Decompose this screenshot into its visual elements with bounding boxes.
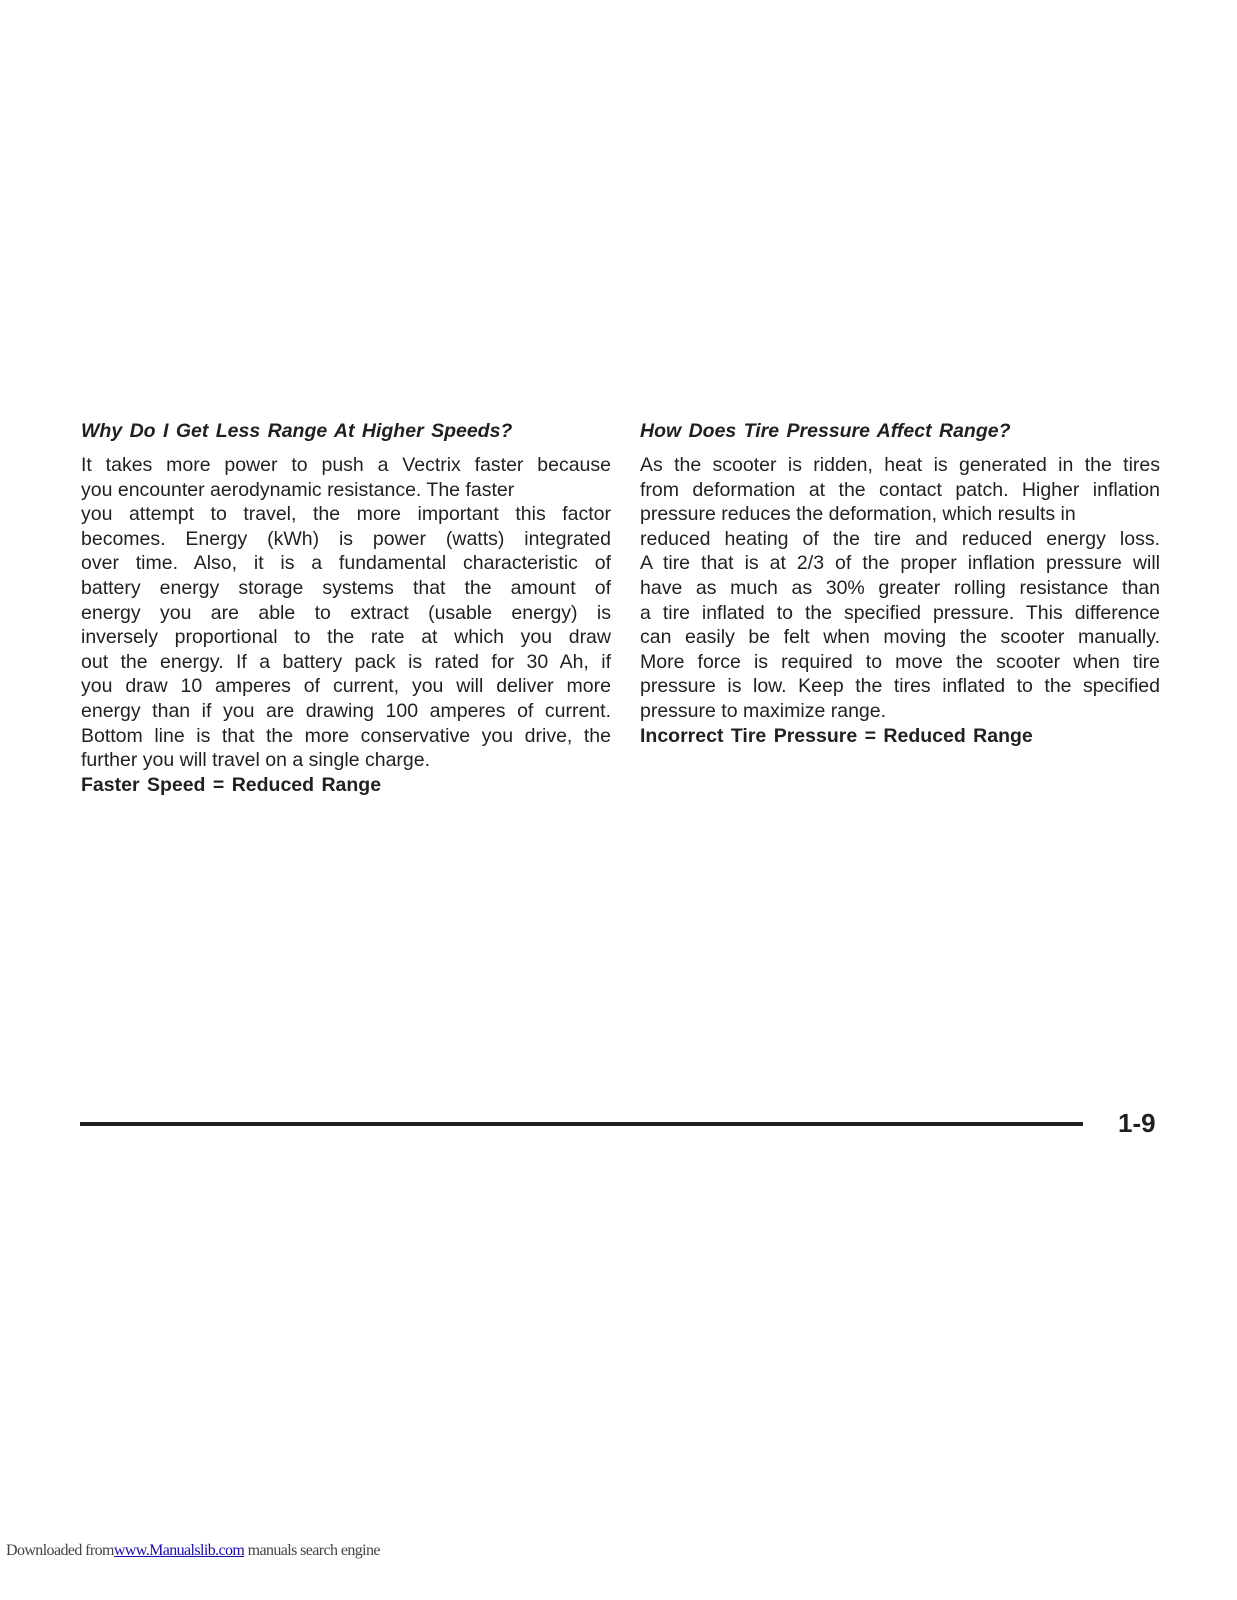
- body-line: energy than if you are drawing 100 amperes of current.: [81, 699, 611, 722]
- body-line: More force is required to move the scooter when tire: [640, 650, 1160, 673]
- body-line: As the scooter is ridden, heat is generated in the tires: [640, 454, 1160, 476]
- page-number: 1-9: [1118, 1108, 1156, 1138]
- manualslib-link[interactable]: www.Manualslib.com: [113, 1542, 245, 1559]
- body-line: battery energy storage systems that the amount of: [81, 576, 611, 599]
- body-line: Bottom line is that the more conservative you drive, the: [81, 724, 611, 747]
- left-column: [81, 417, 611, 797]
- footer-suffix: manuals search engine: [247, 1542, 380, 1559]
- right-column: [640, 417, 1160, 748]
- body-line: you encounter aerodynamic resistance. The faster: [81, 478, 515, 501]
- body-line: can easily be felt when moving the scooter manually.: [640, 626, 1160, 649]
- footer-divider: [80, 1122, 1083, 1126]
- section-heading-tire-pressure: How Does Tire Pressure Affect Range?: [640, 420, 1011, 442]
- body-line: becomes. Energy (kWh) is power (watts) integrated: [81, 527, 611, 550]
- section-conclusion-speed: Faster Speed = Reduced Range: [81, 773, 382, 796]
- section-conclusion-tire-pressure: Incorrect Tire Pressure = Reduced Range: [640, 724, 1033, 747]
- body-line: A tire that is at 2/3 of the proper inflation pressure will: [640, 552, 1160, 575]
- footer-prefix: Downloaded from: [6, 1542, 114, 1559]
- body-line: inversely proportional to the rate at which you draw: [81, 626, 611, 649]
- body-line: have as much as 30% greater rolling resistance than: [640, 576, 1160, 599]
- body-line: over time. Also, it is a fundamental characteristic of: [81, 552, 611, 575]
- download-footer: [6, 1540, 380, 1562]
- section-body-tire-pressure: [640, 453, 1160, 748]
- body-line: a tire inflated to the specified pressure. This difference: [640, 601, 1160, 624]
- body-line: out the energy. If a battery pack is rated for 30 Ah, if: [81, 650, 611, 673]
- section-heading-speed: Why Do I Get Less Range At Higher Speeds?: [81, 420, 513, 442]
- body-line: reduced heating of the tire and reduced energy loss.: [640, 527, 1160, 550]
- body-line: you draw 10 amperes of current, you will deliver more: [81, 675, 611, 698]
- body-line: pressure reduces the deformation, which results in: [640, 503, 1076, 526]
- body-line: further you will travel on a single charge.: [81, 749, 431, 772]
- body-line: It takes more power to push a Vectrix faster because: [81, 454, 611, 476]
- body-line: from deformation at the contact patch. Higher inflation: [640, 478, 1160, 501]
- body-line: pressure is low. Keep the tires inflated to the specified: [640, 675, 1160, 698]
- body-line: energy you are able to extract (usable energy) is: [81, 601, 611, 624]
- body-line: you attempt to travel, the more important this factor: [81, 503, 611, 526]
- body-line: pressure to maximize range.: [640, 699, 887, 722]
- section-body-speed: [81, 453, 611, 797]
